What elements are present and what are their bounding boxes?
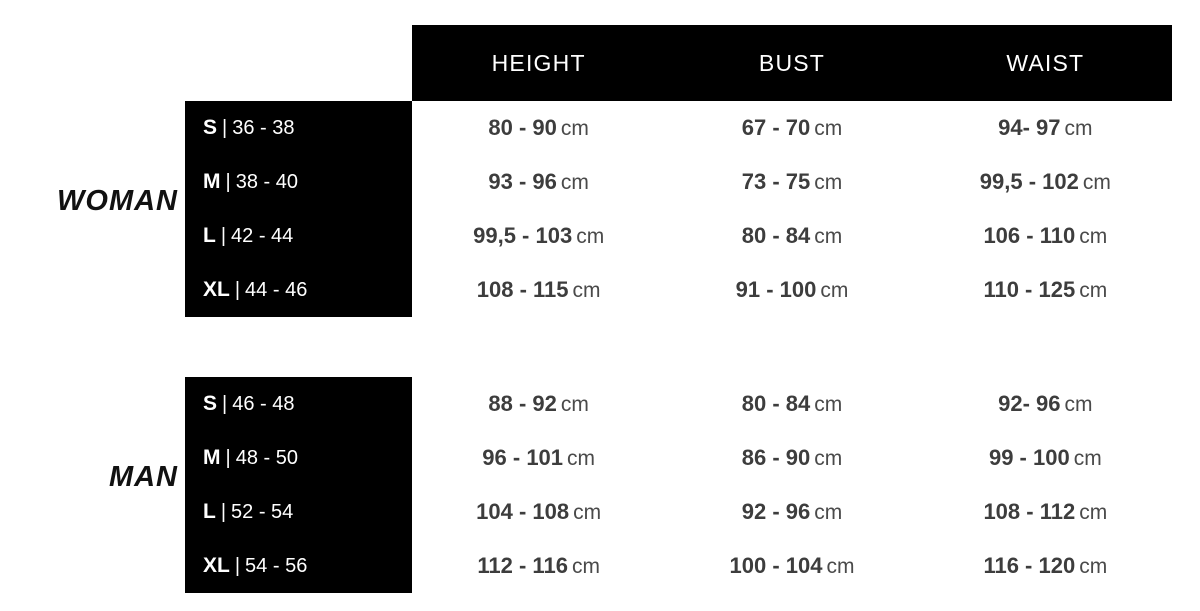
group-label-man: MAN: [108, 461, 178, 493]
unit-label: cm: [820, 279, 849, 302]
cell-height: [412, 391, 665, 417]
unit-label: cm: [1079, 225, 1108, 248]
unit-label: cm: [1064, 393, 1093, 416]
height-value: 96 - 101: [482, 445, 564, 470]
unit-label: cm: [814, 117, 843, 140]
unit-label: cm: [814, 225, 843, 248]
table-row: [185, 209, 1172, 263]
unit-label: cm: [1079, 501, 1108, 524]
column-header-height: HEIGHT: [491, 49, 586, 76]
bust-value: 67 - 70: [741, 115, 811, 140]
cell-waist: [919, 445, 1172, 471]
height-value: 108 - 115: [476, 277, 569, 302]
size-code: XL: [203, 554, 230, 577]
unit-label: cm: [576, 225, 605, 248]
cell-waist: [919, 115, 1172, 141]
height-value: 80 - 90: [488, 115, 557, 140]
unit-label: cm: [814, 171, 843, 194]
size-eu-range: 36 - 38: [232, 117, 295, 139]
unit-label: cm: [814, 501, 843, 524]
unit-label: cm: [572, 279, 601, 302]
size-separator: |: [222, 117, 228, 139]
waist-value: 116 - 120: [983, 553, 1076, 578]
table-row: [185, 377, 1172, 431]
bust-value: 80 - 84: [741, 391, 811, 416]
height-value: 104 - 108: [476, 499, 570, 524]
waist-value: 106 - 110: [983, 223, 1076, 248]
table-row: [185, 431, 1172, 485]
cell-waist: [919, 169, 1172, 195]
cell-bust: [665, 553, 918, 579]
bust-value: 100 - 104: [729, 553, 823, 578]
bust-value: 92 - 96: [741, 499, 811, 524]
cell-size: [185, 554, 412, 578]
size-eu-range: 44 - 46: [245, 279, 308, 301]
cell-size: [185, 116, 412, 140]
size-separator: |: [220, 501, 227, 523]
cell-height: [412, 499, 665, 525]
size-separator: |: [222, 393, 228, 415]
waist-value: 92- 96: [998, 391, 1061, 416]
waist-value: 99 - 100: [988, 445, 1070, 470]
cell-size: [185, 500, 412, 524]
unit-label: cm: [560, 117, 589, 140]
unit-label: cm: [1079, 555, 1108, 578]
waist-value: 94- 97: [998, 115, 1061, 140]
size-eu-range: 38 - 40: [235, 171, 298, 193]
table-row: [185, 155, 1172, 209]
size-eu-range: 42 - 44: [231, 225, 294, 247]
cell-waist: [919, 553, 1172, 579]
height-value: 88 - 92: [488, 391, 557, 416]
size-code: S: [203, 392, 218, 415]
unit-label: cm: [560, 171, 589, 194]
height-value: 93 - 96: [488, 169, 557, 194]
cell-waist: [919, 277, 1172, 303]
cell-size: [185, 392, 412, 416]
height-value: 99,5 - 103: [473, 223, 573, 248]
size-code: L: [203, 500, 216, 523]
size-separator: |: [234, 279, 241, 301]
size-code: XL: [203, 278, 230, 301]
cell-waist: [919, 391, 1172, 417]
table-header-row: [412, 25, 1172, 101]
unit-label: cm: [1064, 117, 1093, 140]
unit-label: cm: [573, 501, 602, 524]
cell-size: [185, 170, 412, 194]
cell-height: [412, 445, 665, 471]
table-row: [185, 485, 1172, 539]
cell-size: [185, 446, 412, 470]
size-code: M: [203, 446, 221, 469]
size-separator: |: [220, 225, 227, 247]
cell-bust: [665, 391, 918, 417]
cell-size: [185, 224, 412, 248]
cell-height: [412, 115, 665, 141]
size-separator: |: [225, 171, 231, 193]
bust-value: 91 - 100: [735, 277, 817, 302]
cell-bust: [665, 223, 918, 249]
size-eu-range: 48 - 50: [235, 447, 298, 469]
bust-value: 80 - 84: [741, 223, 811, 248]
size-code: S: [203, 116, 218, 139]
unit-label: cm: [1073, 447, 1102, 470]
size-eu-range: 46 - 48: [232, 393, 295, 415]
size-code: M: [203, 170, 221, 193]
table-row: [185, 263, 1172, 317]
size-separator: |: [234, 555, 241, 577]
table-body-woman: [185, 101, 1172, 317]
height-value: 112 - 116: [477, 553, 568, 578]
unit-label: cm: [571, 555, 600, 578]
cell-waist: [919, 223, 1172, 249]
table-body-man: [185, 377, 1172, 593]
cell-size: [185, 278, 412, 302]
column-header-bust: BUST: [758, 49, 826, 76]
cell-bust: [665, 499, 918, 525]
waist-value: 108 - 112: [983, 499, 1076, 524]
bust-value: 86 - 90: [741, 445, 811, 470]
cell-waist: [919, 499, 1172, 525]
cell-height: [412, 277, 665, 303]
unit-label: cm: [814, 447, 843, 470]
waist-value: 110 - 125: [983, 277, 1076, 302]
group-label-woman: WOMAN: [57, 185, 178, 217]
unit-label: cm: [814, 393, 843, 416]
cell-bust: [665, 115, 918, 141]
unit-label: cm: [1082, 171, 1111, 194]
size-eu-range: 52 - 54: [231, 501, 294, 523]
unit-label: cm: [560, 393, 589, 416]
cell-height: [412, 169, 665, 195]
column-header-waist: WAIST: [1006, 49, 1085, 76]
cell-bust: [665, 445, 918, 471]
cell-height: [412, 223, 665, 249]
size-code: L: [203, 224, 216, 247]
table-row: [185, 101, 1172, 155]
cell-height: [412, 553, 665, 579]
cell-bust: [665, 277, 918, 303]
cell-bust: [665, 169, 918, 195]
unit-label: cm: [567, 447, 596, 470]
size-separator: |: [225, 447, 231, 469]
unit-label: cm: [826, 555, 855, 578]
unit-label: cm: [1079, 279, 1108, 302]
size-eu-range: 54 - 56: [245, 555, 308, 577]
table-row: [185, 539, 1172, 593]
bust-value: 73 - 75: [741, 169, 811, 194]
waist-value: 99,5 - 102: [979, 169, 1079, 194]
